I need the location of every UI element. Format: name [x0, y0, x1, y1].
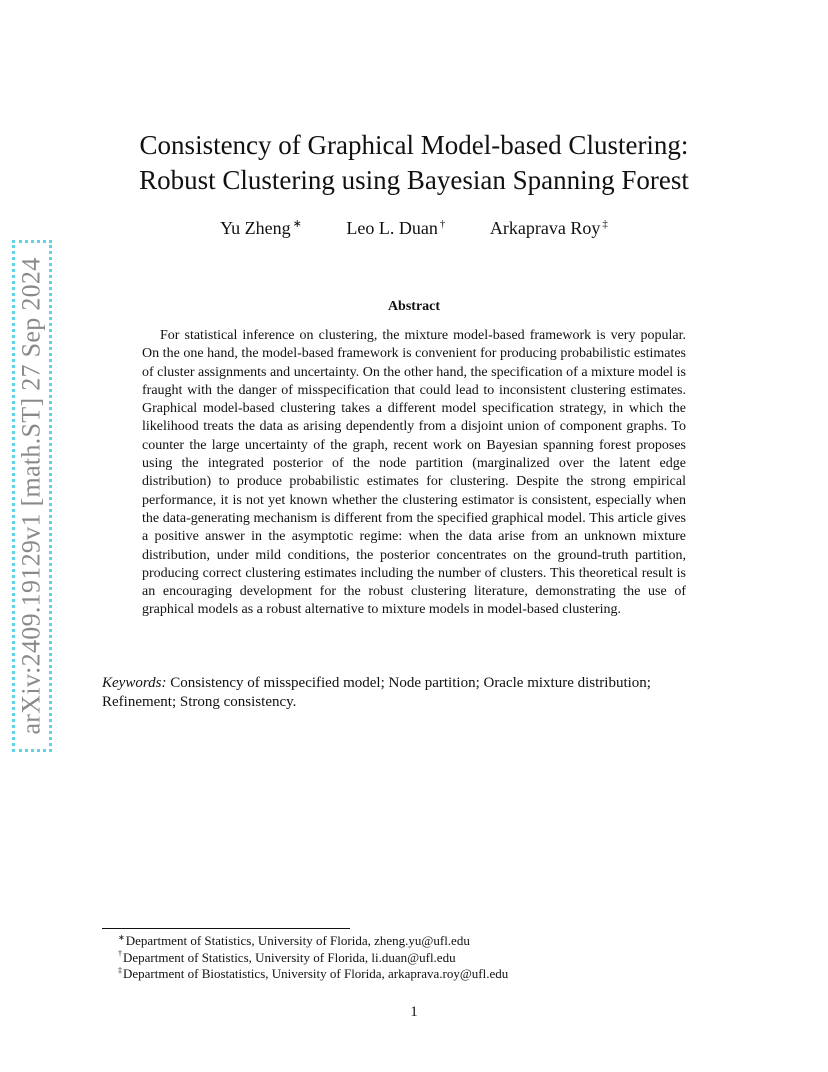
keywords — [102, 674, 726, 712]
footnotes — [102, 933, 726, 983]
footnote-mark: ‡ — [118, 965, 122, 975]
abstract-heading: Abstract — [387, 299, 441, 314]
footnote-mark: † — [118, 949, 122, 959]
keywords-label: Keywords: — [102, 675, 167, 691]
author-1 — [220, 218, 302, 239]
author-3 — [490, 218, 608, 239]
paper-title — [100, 128, 728, 198]
footnote-1 — [118, 933, 726, 950]
author-name: Leo L. Duan — [346, 218, 438, 238]
footnote-text: Department of Statistics, University of Florida, zheng.yu@ufl.edu — [125, 933, 470, 948]
keywords-text: Consistency of misspecified model; Node partition; Oracle mixture distribution; Refinement; Strong consistency. — [102, 675, 651, 710]
title-line-2: Robust Clustering using Bayesian Spanning Forest — [139, 165, 689, 195]
author-mark: † — [439, 218, 446, 230]
footnote-2 — [118, 950, 726, 967]
title-line-1: Consistency of Graphical Model-based Clustering: — [139, 130, 689, 160]
arxiv-stamp — [12, 240, 52, 752]
author-list — [100, 218, 728, 239]
author-name: Arkaprava Roy — [489, 218, 601, 238]
author-name: Yu Zheng — [220, 218, 291, 238]
footnote-text: Department of Statistics, University of Florida, li.duan@ufl.edu — [123, 949, 456, 965]
footnote-3 — [118, 966, 726, 983]
footnote-text: Department of Biostatistics, University of Florida, arkaprava.roy@ufl.edu — [123, 966, 509, 981]
footnote-mark: ∗ — [118, 932, 125, 942]
author-mark: ‡ — [602, 218, 608, 230]
author-2 — [346, 218, 445, 239]
author-mark: ∗ — [292, 218, 302, 230]
arxiv-stamp-text: arXiv:2409.19129v1 [math.ST] 27 Sep 2024 — [17, 257, 47, 735]
footnote-rule — [102, 928, 350, 929]
abstract-body: For statistical inference on clustering, the mixture model-based framework is very popular. On the one hand, the model-based framework is convenient for producing probabilistic estimates of cluster assignments and uncertainty. On the other hand, the specification of a mixture model is fraught with the danger of misspecification that could lead to inconsistent clustering estimates. Graphical model-based clustering takes a different model specification strategy, in which the likelihood treats the data as arising dependently from a disjoint union of component graphs. To counter the large uncertainty of the graph, recent work on Bayesian spanning forest proposes using the integrated posterior of the node partition (marginalized over the latent edge distribution) to produce probabilistic estimates for clustering. Despite the strong empirical performance, it is not yet known whether the clustering estimator is consistent, especially when the data-generating mechanism is different from the specified graphical model. This article gives a positive answer in the asymptotic regime: when the data arise from an unknown mixture distribution, under mild conditions, the posterior concentrates on the ground-truth partition, producing correct clustering estimates including the number of clusters. This theoretical result is an encouraging development for the robust clustering literature, demonstrating the use of graphical models as a robust alternative to mixture models in model-based clustering. — [142, 328, 686, 618]
page-number: 1 — [410, 1004, 418, 1020]
